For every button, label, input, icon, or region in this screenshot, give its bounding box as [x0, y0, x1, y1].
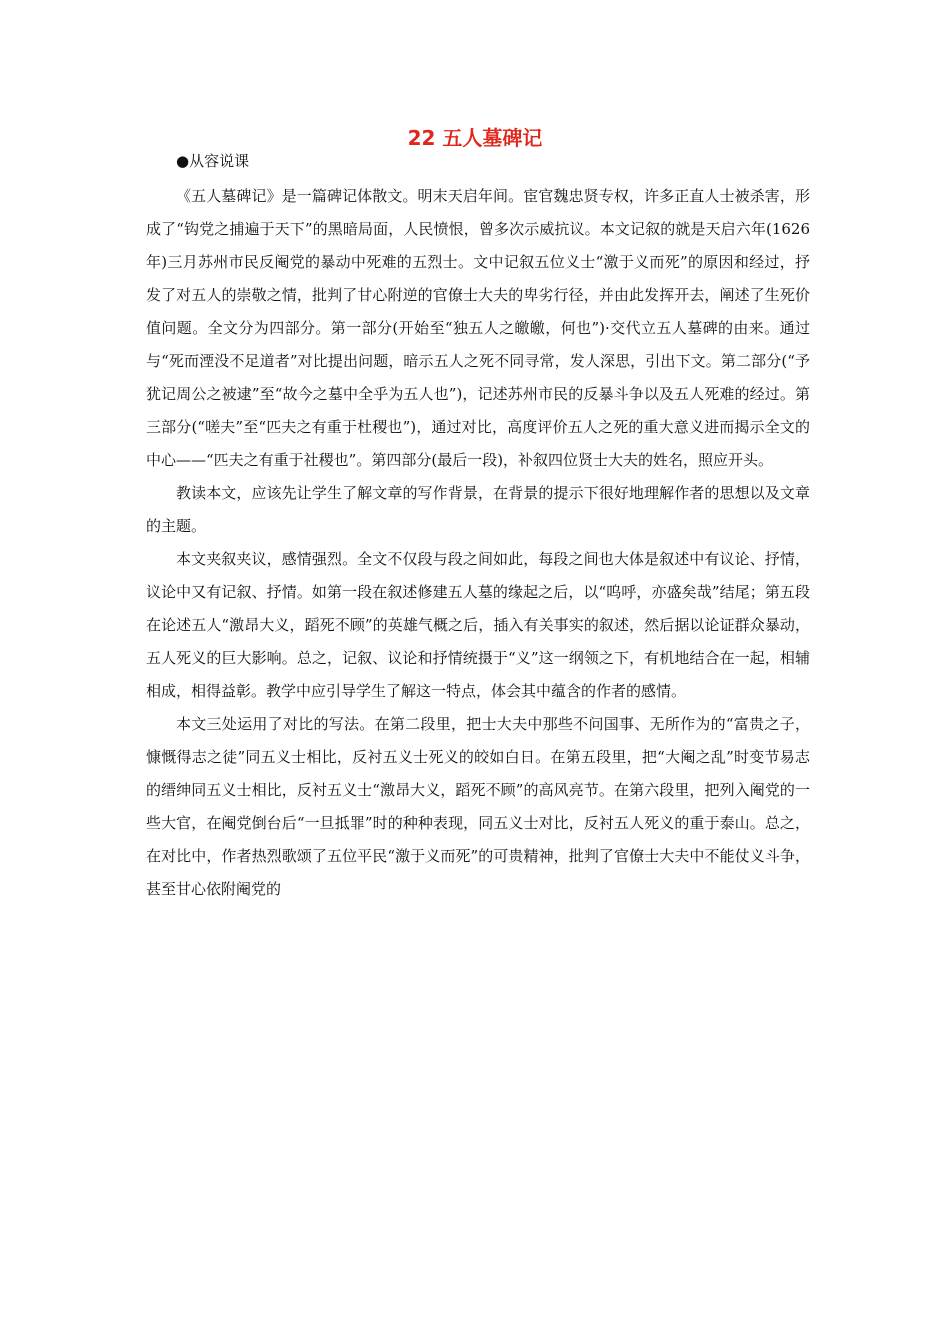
section-label: ●从容说课 [176, 152, 250, 170]
paragraph: 本文三处运用了对比的写法。在第二段里，把士大夫中那些不问国事、无所作为的“富贵之子，慷慨得志之徒”同五义士相比，反衬五义士死义的皎如白日。在第五段里，把“大阉之乱”时变节易志的缙绅同五义士相比，反衬五义士“激昂大义，蹈死不顾”的高风亮节。在第六段里，把列入阉党的一些大官，在阉党倒台后“一旦抵罪”时的种种表现，同五义士对比，反衬五人死义的重于泰山。总之，在对比中，作者热烈歌颂了五位平民“激于义而死”的可贵精神，批判了官僚士大夫中不能仗义斗争，甚至甘心依附阉党的 [146, 715, 810, 898]
document-body [146, 180, 810, 906]
paragraph: 教读本文，应该先让学生了解文章的写作背景，在背景的提示下很好地理解作者的思想以及文章的主题。 [146, 484, 810, 535]
paragraph: 本文夹叙夹议，感情强烈。全文不仅段与段之间如此，每段之间也大体是叙述中有议论、抒情，议论中又有记叙、抒情。如第一段在叙述修建五人墓的缘起之后，以“呜呼，亦盛矣哉”结尾；第五段在论述五人“激昂大义，蹈死不顾”的英雄气概之后，插入有关事实的叙述，然后据以论证群众暴动，五人死义的巨大影响。总之，记叙、议论和抒情统摄于“义”这一纲领之下，有机地结合在一起，相辅相成，相得益彰。教学中应引导学生了解这一特点，体会其中蕴含的作者的感情。 [146, 550, 810, 700]
paragraph: 《五人墓碑记》是一篇碑记体散文。明末天启年间。宦官魏忠贤专权，许多正直人士被杀害，形成了“钩党之捕遍于天下”的黑暗局面，人民愤恨，曾多次示威抗议。本文记叙的就是天启六年(1626年)三月苏州市民反阉党的暴动中死难的五烈士。文中记叙五位义士“激于义而死”的原因和经过，抒发了对五人的崇敬之情，批判了甘心附逆的官僚士大夫的卑劣行径，并由此发挥开去，阐述了生死价值问题。全文分为四部分。第一部分(开始至“独五人之皦皦，何也”)·交代立五人墓碑的由来。通过与“死而湮没不足道者”对比提出问题，暗示五人之死不同寻常，发人深思，引出下文。第二部分(“予犹记周公之被逮”至“故今之墓中全乎为五人也”)，记述苏州市民的反暴斗争以及五人死难的经过。第三部分(“嗟夫”至“匹夫之有重于杜稷也”)，通过对比，高度评价五人之死的重大意义进而揭示全文的中心——“匹夫之有重于社稷也”。第四部分(最后一段)，补叙四位贤士大夫的姓名，照应开头。 [146, 187, 810, 469]
page-title: 22 五人墓碑记 [407, 126, 543, 150]
